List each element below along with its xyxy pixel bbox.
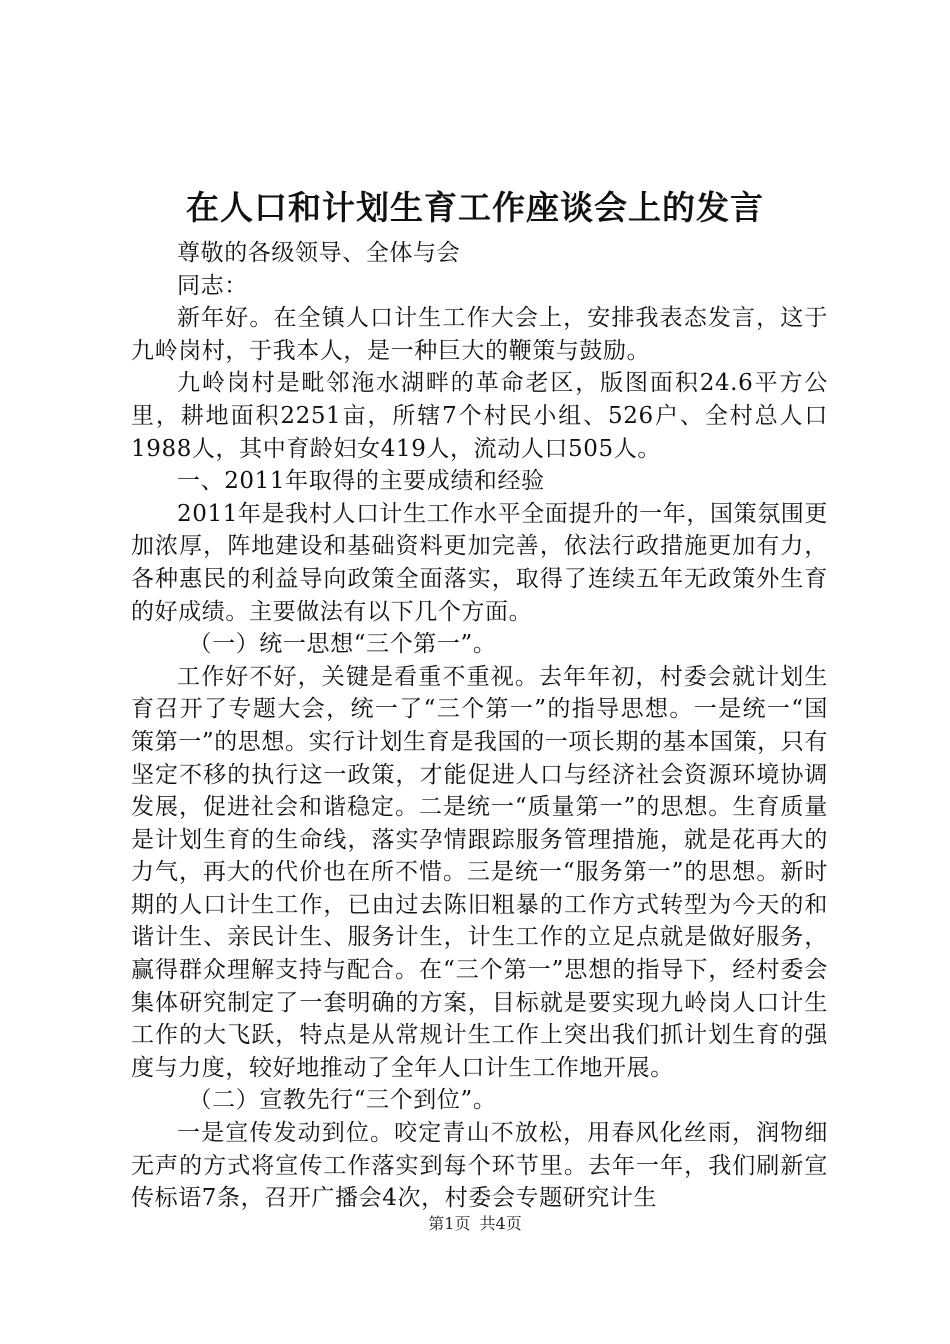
- salutation-line-1: 尊敬的各级领导、全体与会: [177, 240, 461, 266]
- paragraph-greeting: 新年好。在全镇人口计生工作大会上，安排我表态发言，这于九岭岗村，于我本人，是一种巨大的鞭策与鼓励。: [131, 305, 828, 364]
- subsection-heading-2: （二）宣教先行“三个到位”。: [188, 1087, 497, 1114]
- page-total: 共4页: [479, 1214, 522, 1233]
- page-footer: [0, 1212, 950, 1236]
- paragraph-unify-thinking: 工作好不好，关键是看重不重视。去年年初，村委会就计划生育召开了专题大会，统一了“三个第一”的指导思想。一是统一“国策第一”的思想。实行计划生育是我国的一项长期的基本国策，只有坚定不移的执行这一政策，才能促进人口与经济社会资源环境协调发展，促进社会和谐稳定。二是统一“质量第一”的思想。生育质量是计划生育的生命线，落实孕情跟踪服务管理措施，就是花再大的力气，再大的代价也在所不惜。三是统一“服务第一”的思想。新时期的人口计生工作，已由过去陈旧粗暴的工作方式转型为今天的和谐计生、亲民计生、服务计生，计生工作的立足点就是做好服务，赢得群众理解支持与配合。在“三个第一”思想的指导下，经村委会集体研究制定了一套明确的方案，目标就是要实现九岭岗人口计生工作的大飞跃，特点是从常规计生工作上突出我们抓计划生育的强度与力度，较好地推动了全年人口计生工作地开展。: [131, 663, 828, 1081]
- paragraph-achievements: 2011年是我村人口计生工作水平全面提升的一年，国策氛围更加浓厚，阵地建设和基础资料更加完善，依法行政措施更加有力，各种惠民的利益导向政策全面落实，取得了连续五年无政策外生育的好成绩。主要做法有以下几个方面。: [131, 500, 828, 625]
- section-heading-1: 一、2011年取得的主要成绩和经验: [177, 468, 545, 495]
- document-body: [131, 237, 828, 1215]
- document-title: 在人口和计划生育工作座谈会上的发言: [186, 188, 764, 227]
- page-number: 第1页: [428, 1214, 471, 1233]
- paragraph-village-intro: 九岭岗村是毗邻沲水湖畔的革命老区，版图面积24.6平方公里，耕地面积2251亩，所辖7个村民小组、526户、全村总人口1988人，其中育龄妇女419人，流动人口505人。: [131, 370, 828, 462]
- subsection-heading-1: （一）统一思想“三个第一”。: [188, 631, 497, 658]
- paragraph-publicity: 一是宣传发动到位。咬定青山不放松，用春风化丝雨，润物细无声的方式将宣传工作落实到每个环节里。去年一年，我们刷新宣传标语7条，召开广播会4次，村委会专题研究计生: [131, 1120, 828, 1212]
- salutation-line-2: 同志：: [177, 272, 248, 299]
